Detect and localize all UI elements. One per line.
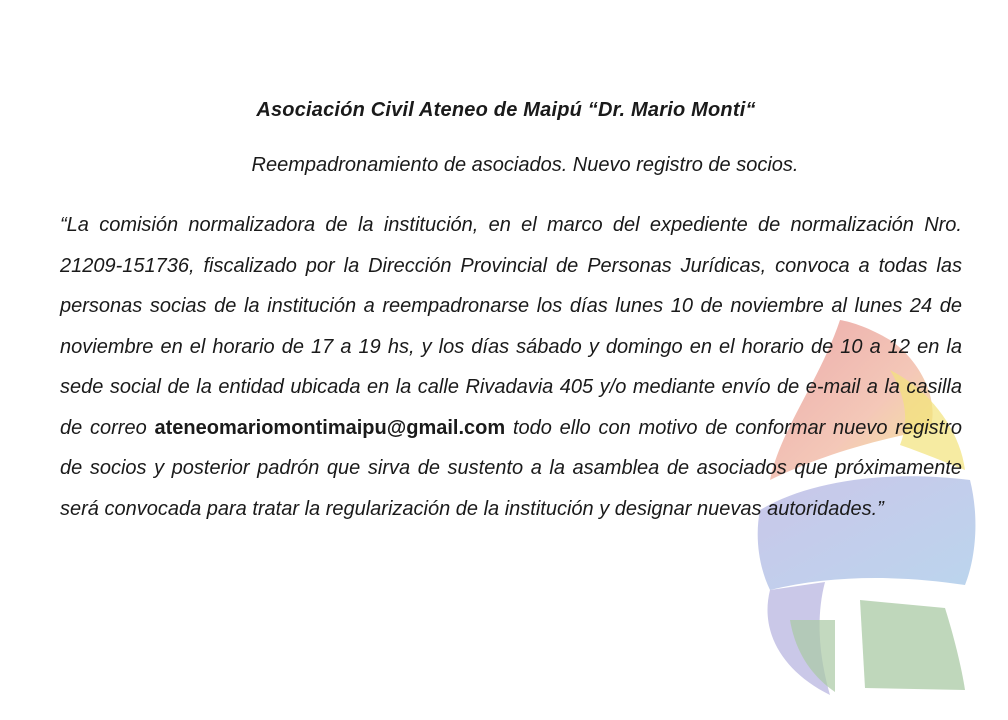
document-title: Asociación Civil Ateneo de Maipú “Dr. Mario Monti“ <box>256 99 756 121</box>
body-text-after-email: todo ello con motivo de conformar nuevo registro de socios y posterior padrón que sirva de sustento a la asamblea de asociados que próximamente será convocada para tratar la regularización de la institución y designar nuevas autoridades.” <box>60 416 962 520</box>
body-text-before-email: “La comisión normalizadora de la institución, en el marco del expediente de normalización Nro. 21209-151736, fiscalizado por la Dirección Provincial de Personas Jurídicas, convoca a todas las personas socias de la institución a reempadronarse los días lunes 10 de noviembre al lunes 24 de noviembre en el horario de 17 a 19 hs, y los días sábado y domingo en el horario de 10 a 12 en la sede social de la entidad ubicada en la calle Rivadavia 405 y/o mediante envío de e-mail a la casilla de correo <box>60 214 962 439</box>
document <box>60 96 962 529</box>
contact-email: ateneomariomontimaipu@gmail.com <box>154 416 506 439</box>
body-paragraph <box>60 205 962 529</box>
document-subtitle: Reempadronamiento de asociados. Nuevo registro de socios. <box>251 154 799 176</box>
